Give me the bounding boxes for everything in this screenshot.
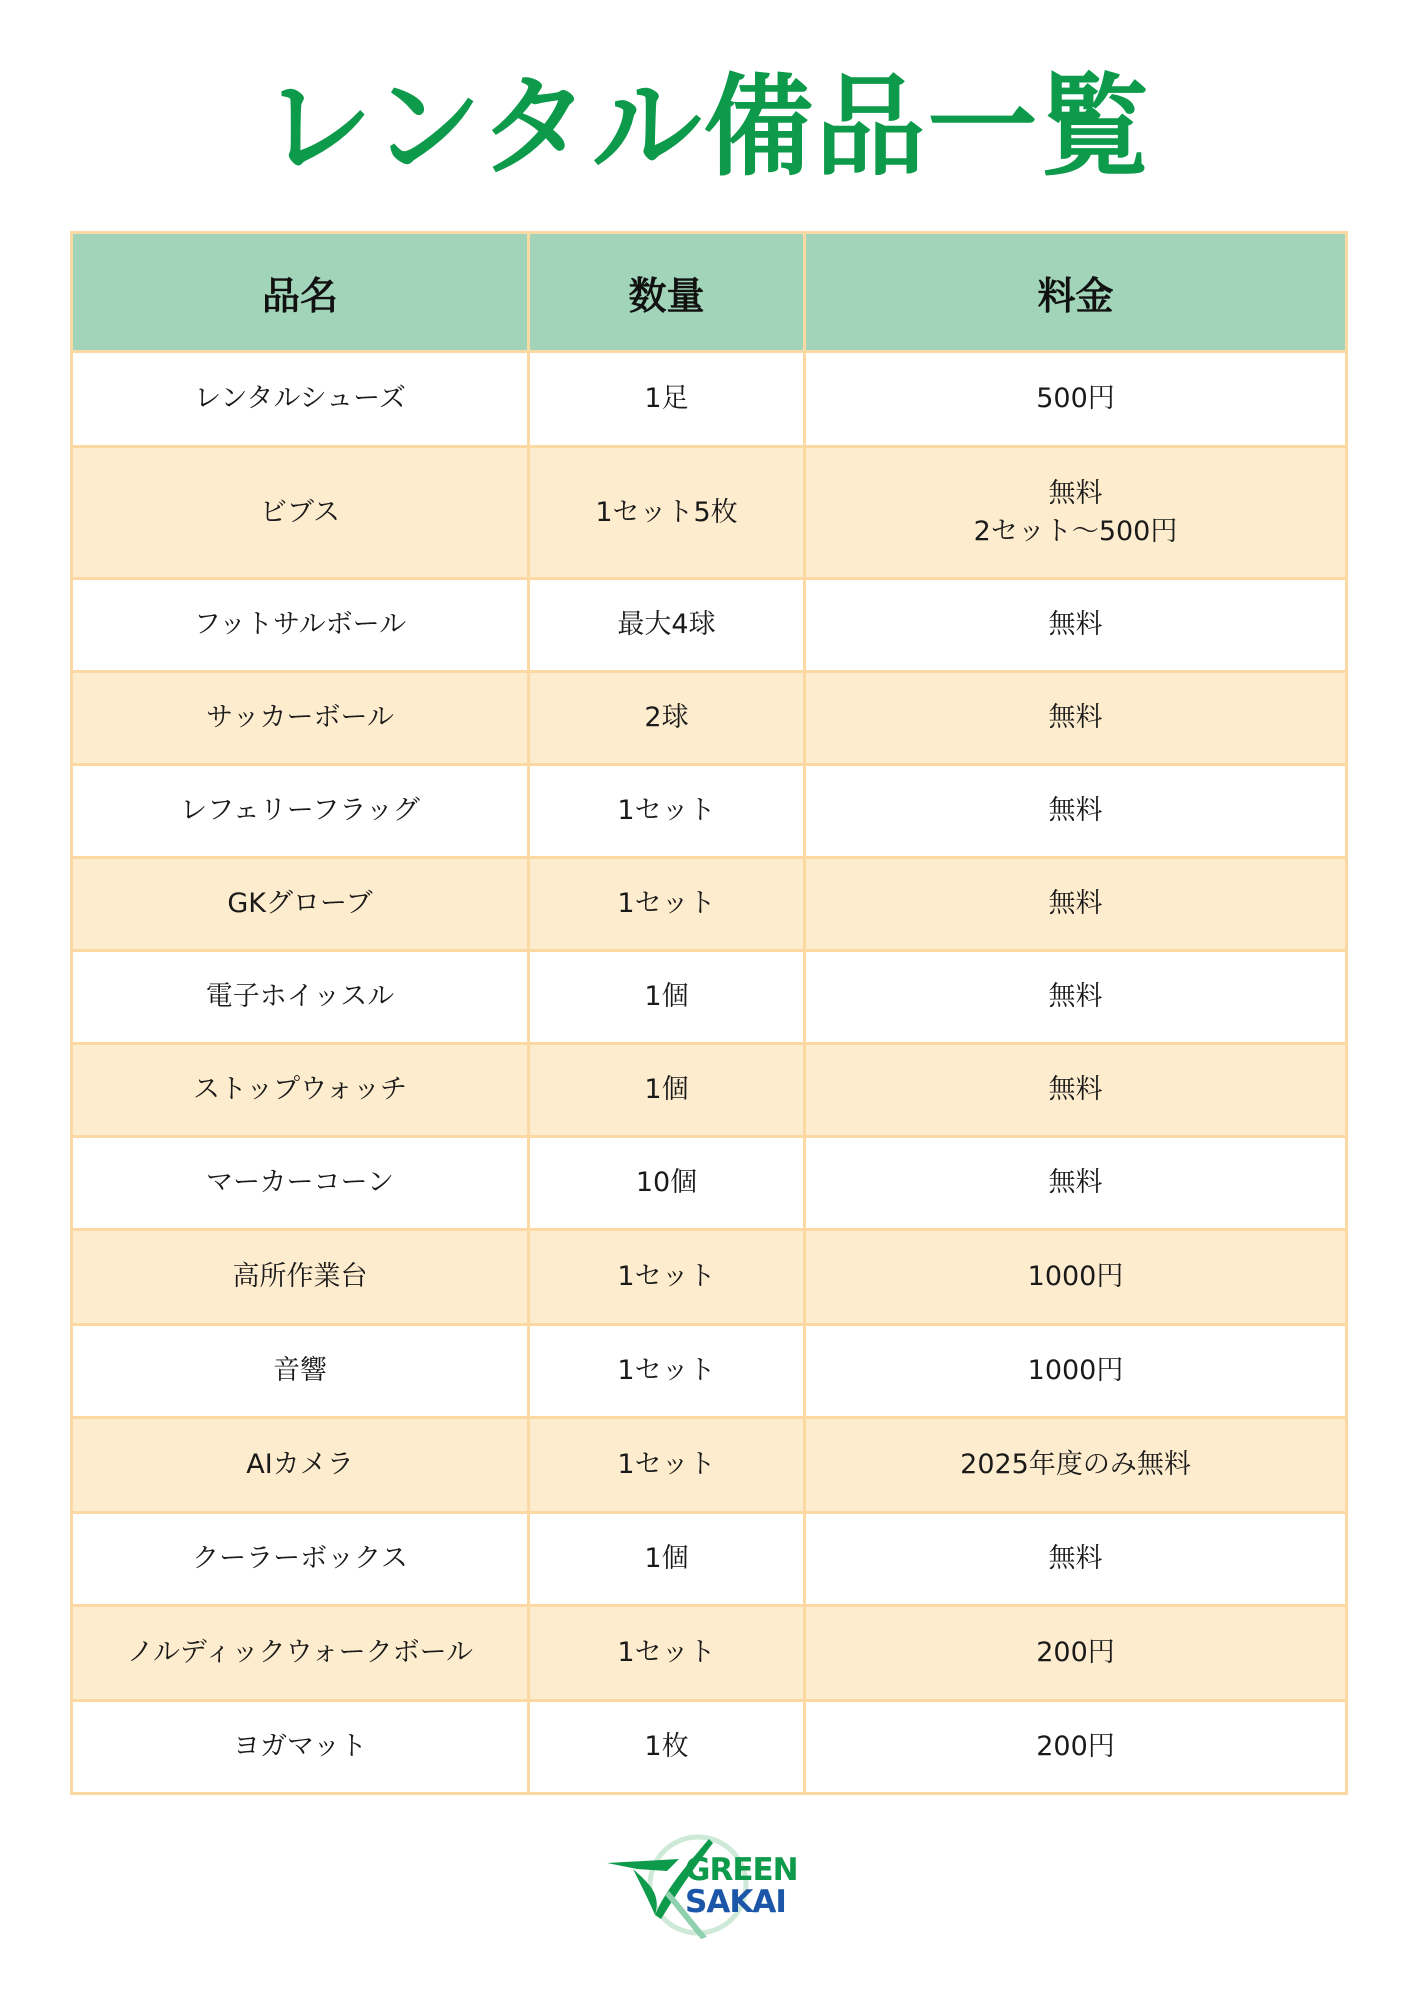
- table-row: [72, 1230, 1347, 1325]
- cell-fee: [805, 951, 1347, 1044]
- table-row: [72, 1606, 1347, 1701]
- header-item-name: 品名: [72, 233, 529, 352]
- cell-fee: [805, 672, 1347, 765]
- fee-line: 無料: [1048, 981, 1103, 1012]
- page-title: レンタル備品一覧: [262, 63, 1152, 191]
- cell-fee: [805, 1137, 1347, 1230]
- fee-line: 無料: [1048, 609, 1103, 640]
- fee-line: 無料: [1048, 1543, 1103, 1574]
- cell-quantity: 1セット: [529, 765, 805, 858]
- cell-item-name: 電子ホイッスル: [72, 951, 529, 1044]
- fee-line: 無料: [1048, 702, 1103, 733]
- cell-quantity: 1セット: [529, 1606, 805, 1701]
- cell-quantity: 1個: [529, 1513, 805, 1606]
- fee-line: 無料: [1048, 888, 1103, 919]
- cell-item-name: ビブス: [72, 447, 529, 579]
- fee-line: 2025年度のみ無料: [960, 1449, 1191, 1480]
- cell-quantity: 1セット: [529, 1325, 805, 1418]
- cell-item-name: レンタルシューズ: [72, 352, 529, 447]
- cell-item-name: フットサルボール: [72, 579, 529, 672]
- table-row: [72, 1513, 1347, 1606]
- table-row: [72, 1701, 1347, 1794]
- cell-quantity: 1セット: [529, 1230, 805, 1325]
- table-row: [72, 951, 1347, 1044]
- table-row: [72, 1418, 1347, 1513]
- cell-fee: [805, 447, 1347, 579]
- cell-item-name: サッカーボール: [72, 672, 529, 765]
- cell-item-name: ノルディックウォークボール: [72, 1606, 529, 1701]
- fee-line: 1000円: [1027, 1355, 1124, 1386]
- table-row: [72, 858, 1347, 951]
- cell-item-name: ヨガマット: [72, 1701, 529, 1794]
- table-row: [72, 672, 1347, 765]
- logo-text-sakai: SAKAI: [685, 1884, 786, 1920]
- cell-quantity: 1セット: [529, 1418, 805, 1513]
- fee-line: 1000円: [1027, 1261, 1124, 1292]
- cell-quantity: 10個: [529, 1137, 805, 1230]
- rental-table-container: [70, 231, 1345, 1795]
- cell-fee: [805, 858, 1347, 951]
- cell-item-name: マーカーコーン: [72, 1137, 529, 1230]
- cell-fee: [805, 352, 1347, 447]
- cell-item-name: ストップウォッチ: [72, 1044, 529, 1137]
- cell-fee: [805, 1513, 1347, 1606]
- table-row: [72, 447, 1347, 579]
- cell-fee: [805, 1701, 1347, 1794]
- green-sakai-logo: [603, 1833, 803, 1943]
- fee-line: 無料: [1048, 795, 1103, 826]
- table-body: [72, 352, 1347, 1794]
- logo-text-green: GREEN: [685, 1852, 798, 1888]
- cell-quantity: 1足: [529, 352, 805, 447]
- cell-item-name: GKグローブ: [72, 858, 529, 951]
- cell-quantity: 1セット: [529, 858, 805, 951]
- header-quantity: 数量: [529, 233, 805, 352]
- table-row: [72, 352, 1347, 447]
- fee-line: 無料: [1048, 1074, 1103, 1105]
- fee-line: 200円: [1036, 1637, 1115, 1668]
- cell-item-name: クーラーボックス: [72, 1513, 529, 1606]
- table-header-row: [72, 233, 1347, 352]
- header-fee: 料金: [805, 233, 1347, 352]
- table-row: [72, 1325, 1347, 1418]
- cell-fee: [805, 579, 1347, 672]
- cell-item-name: 音響: [72, 1325, 529, 1418]
- table-row: [72, 579, 1347, 672]
- fee-line: 500円: [1036, 383, 1115, 414]
- table-row: [72, 765, 1347, 858]
- cell-quantity: 最大4球: [529, 579, 805, 672]
- fee-line: 無料: [1048, 1167, 1103, 1198]
- cell-quantity: 2球: [529, 672, 805, 765]
- table-row: [72, 1137, 1347, 1230]
- cell-item-name: AIカメラ: [72, 1418, 529, 1513]
- cell-fee: [805, 1606, 1347, 1701]
- cell-fee: [805, 1418, 1347, 1513]
- cell-fee: [805, 1230, 1347, 1325]
- cell-item-name: 高所作業台: [72, 1230, 529, 1325]
- fee-line: 2セット〜500円: [973, 515, 1178, 547]
- cell-fee: [805, 1044, 1347, 1137]
- cell-quantity: 1個: [529, 951, 805, 1044]
- cell-quantity: 1セット5枚: [529, 447, 805, 579]
- cell-fee: [805, 1325, 1347, 1418]
- fee-line: 200円: [1036, 1731, 1115, 1762]
- cell-item-name: レフェリーフラッグ: [72, 765, 529, 858]
- rental-table: [70, 231, 1348, 1795]
- table-row: [72, 1044, 1347, 1137]
- cell-fee: [805, 765, 1347, 858]
- cell-quantity: 1個: [529, 1044, 805, 1137]
- fee-line: 無料: [1048, 477, 1103, 509]
- cell-quantity: 1枚: [529, 1701, 805, 1794]
